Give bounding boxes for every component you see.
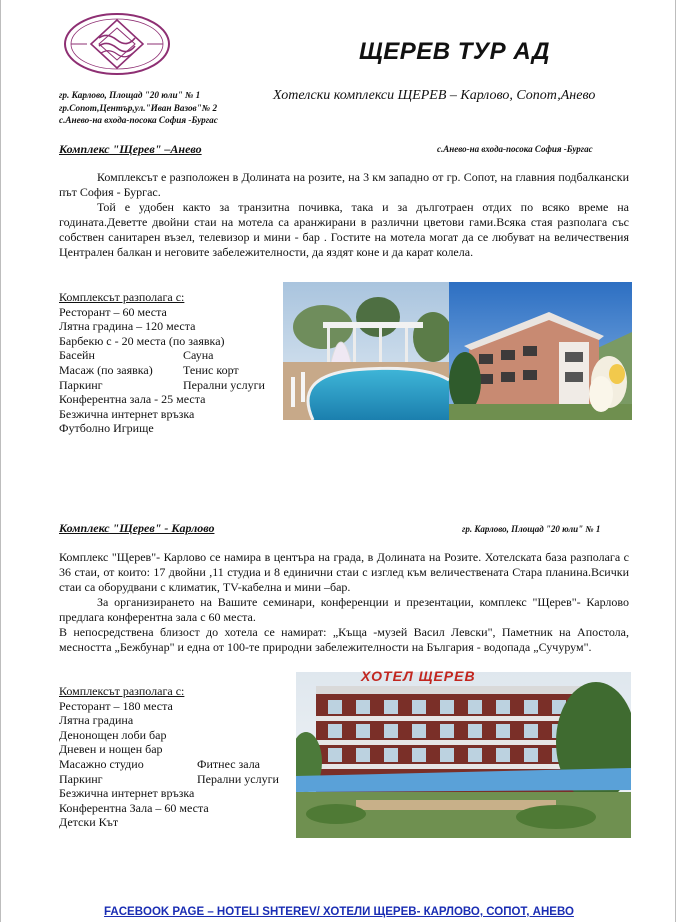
paragraph: В непосредствена близост до хотела се намират: „Къща -музей Васил Левски", Паметник на Апостола, месността „Бежбунар" и една от 100-те природни забележителности на България - водопада „Сучурум". <box>59 625 629 654</box>
section-location-karlovo: гр. Карлово, Площад "20 юли" № 1 <box>462 524 601 534</box>
amenities-heading: Комплексът разполага с: <box>59 290 185 304</box>
amenities-list-anevo <box>59 290 265 436</box>
list-item: Лятна градина <box>59 713 134 728</box>
list-item: Безжична интернет връзка <box>59 786 195 801</box>
paragraph: За организирането на Вашите семинари, конференции и презентации, комплекс "Щерев"- Карлово предлага конферентна зала с 60 места. <box>59 595 629 624</box>
facebook-page-link[interactable]: FACEBOOK PAGE – HOTELI SHTEREV/ ХОТЕЛИ ЩЕРЕВ- КАРЛОВО, СОПОТ, АНЕВО <box>104 906 574 918</box>
amenities-heading: Комплексът разполага с: <box>59 684 185 698</box>
list-item: Паркинг Перални услуги <box>59 377 265 392</box>
section-description-anevo <box>59 170 629 260</box>
paragraph: Комплекс "Щерев"- Карлово се намира в центъра на града, в Долината на Розите. Хотелската база разполага с 36 стаи, от които: 17 двойни ,11 студиа и 8 единични стаи с изглед към величествената Стара планина.Всички стаи са оборудвани с климатик, TV-кабелна и мини –бар. <box>59 550 629 594</box>
list-item: Конферентна Зала – 60 места <box>59 800 209 815</box>
section-location-anevo: с.Анево-на входа-посока София -Бургас <box>437 144 593 154</box>
page-subtitle: Хотелски комплекси ЩЕРЕВ – Карлово, Сопот,Анево <box>273 88 596 103</box>
list-item: Ресторант – 180 места <box>59 698 173 713</box>
pool-photo <box>283 282 449 420</box>
amenities-list-karlovo <box>59 684 279 830</box>
list-item: Масаж (по заявка) Тенис корт <box>59 362 239 377</box>
address-line: с.Анево-на входа-посока София -Бургас <box>59 115 218 125</box>
list-item: Футболно Игрище <box>59 421 154 436</box>
list-item: Детски Кът <box>59 815 119 830</box>
list-item: Ресторант – 60 места <box>59 304 167 319</box>
list-item: Дневен и нощен бар <box>59 742 163 757</box>
list-item: Конферентна зала - 25 места <box>59 392 206 407</box>
address-line: гр. Карлово, Площад "20 юли" № 1 <box>59 90 201 100</box>
section-title-anevo: Комплекс "Щерев" –Анево <box>59 142 202 156</box>
company-title: ЩЕРЕВ ТУР АД <box>359 38 550 65</box>
paragraph: Комплексът е разположен в Долината на розите, на 3 км западно от гр. Сопот, на главния подбалкански път София - Бургас. <box>59 170 629 199</box>
paragraph: Той е удобен както за транзитна почивка, така и за дълготраен отдих по всяко време на годината.Деветте двойни стаи на мотела са аранжирани в различни цветови гами.Всяка стая разполага със собствен санитарен възел, телевизор и мини - бар . Гостите на мотела могат да се любуват на величествения Централен балкан и неговите забележителности, да яздят коне и да карат колела. <box>59 200 629 259</box>
company-logo <box>61 8 173 80</box>
list-item: Масажно студио Фитнес зала <box>59 756 261 771</box>
list-item: Паркинг Перални услуги <box>59 771 279 786</box>
hotel-sign: ХОТЕЛ ЩЕРЕВ <box>361 668 476 684</box>
list-item: Безжична интернет връзка <box>59 406 195 421</box>
address-line: гр.Сопот,Център,ул."Иван Вазов"№ 2 <box>59 102 218 113</box>
section-title-karlovo: Комплекс "Щерев" - Карлово <box>59 521 215 535</box>
list-item: Басейн Сауна <box>59 348 214 363</box>
hotel-karlovo-photo <box>296 672 631 838</box>
list-item: Барбекю с - 20 места (по заявка) <box>59 333 225 348</box>
list-item: Денонощен лоби бар <box>59 727 167 742</box>
section-description-karlovo <box>59 550 629 655</box>
list-item: Лятна градина – 120 места <box>59 319 196 334</box>
motel-photo <box>449 282 632 420</box>
address-block <box>59 89 218 127</box>
